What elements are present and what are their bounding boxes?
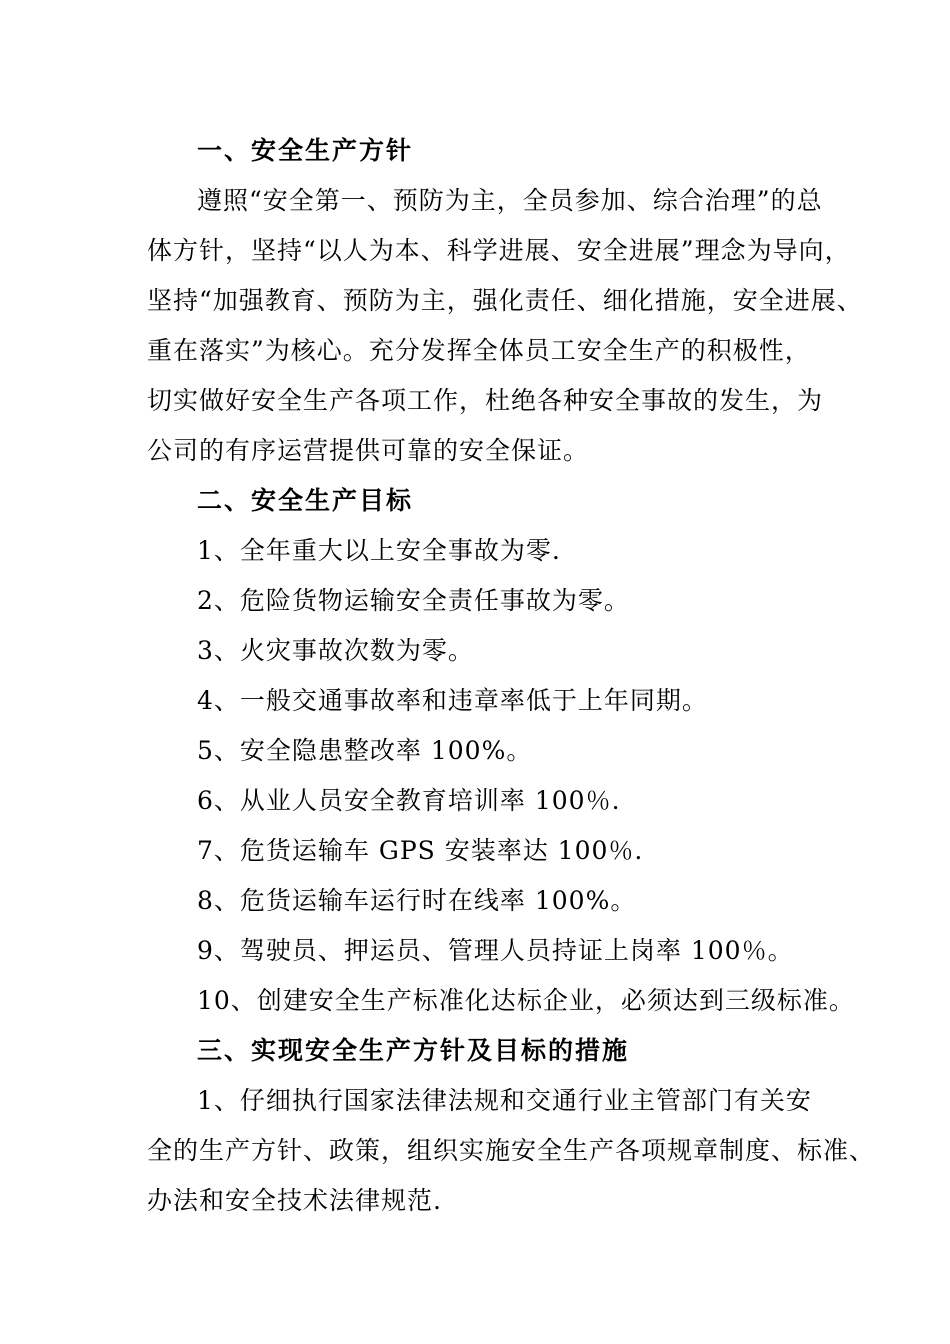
- list-item: 5、安全隐患整改率 100%。: [197, 736, 533, 765]
- list-item: 1、全年重大以上安全事故为零.: [197, 536, 561, 565]
- list-item: 9、驾驶员、押运员、管理人员持证上岗率 100％。: [197, 936, 794, 965]
- paragraph-line: 公司的有序运营提供可靠的安全保证。: [147, 436, 590, 465]
- measures-paragraph: [147, 1076, 876, 1226]
- list-item: 8、危货运输车运行时在线率 100%。: [197, 886, 637, 915]
- document-body: [147, 126, 876, 1226]
- paragraph-line: 体方针，坚持“以人为本、科学进展、安全进展”理念为导向，: [147, 236, 851, 265]
- list-item: 4、一般交通事故率和违章率低于上年同期。: [197, 686, 708, 715]
- paragraph-line: 1、仔细执行国家法律法规和交通行业主管部门有关安: [197, 1086, 812, 1115]
- paragraph-line: 遵照“安全第一、预防为主，全员参加、综合治理”的总: [197, 186, 823, 215]
- list-item: 10、创建安全生产标准化达标企业，必须达到三级标准。: [197, 986, 855, 1015]
- policy-paragraph: [147, 176, 863, 476]
- paragraph-line: 重在落实”为核心。充分发挥全体员工安全生产的积极性，: [147, 336, 811, 365]
- section-heading-measures: 三、实现安全生产方针及目标的措施: [197, 1036, 630, 1065]
- list-item: 7、危货运输车 GPS 安装率达 100％.: [197, 836, 644, 865]
- section-heading-policy: 一、安全生产方针: [197, 136, 414, 165]
- list-item: 6、从业人员安全教育培训率 100％.: [197, 786, 621, 815]
- paragraph-line: 全的生产方针、政策，组织实施安全生产各项规章制度、标准、: [147, 1136, 876, 1165]
- list-item: 3、火灾事故次数为零。: [197, 636, 474, 665]
- section-heading-goals: 二、安全生产目标: [197, 486, 414, 515]
- paragraph-line: 坚持“加强教育、预防为主，强化责任、细化措施，安全进展、: [147, 286, 863, 315]
- list-item: 2、危险货物运输安全责任事故为零。: [197, 586, 630, 615]
- goals-list: [147, 526, 855, 1026]
- paragraph-line: 切实做好安全生产各项工作，杜绝各种安全事故的发生，为: [147, 386, 824, 415]
- paragraph-line: 办法和安全技术法律规范.: [147, 1186, 442, 1215]
